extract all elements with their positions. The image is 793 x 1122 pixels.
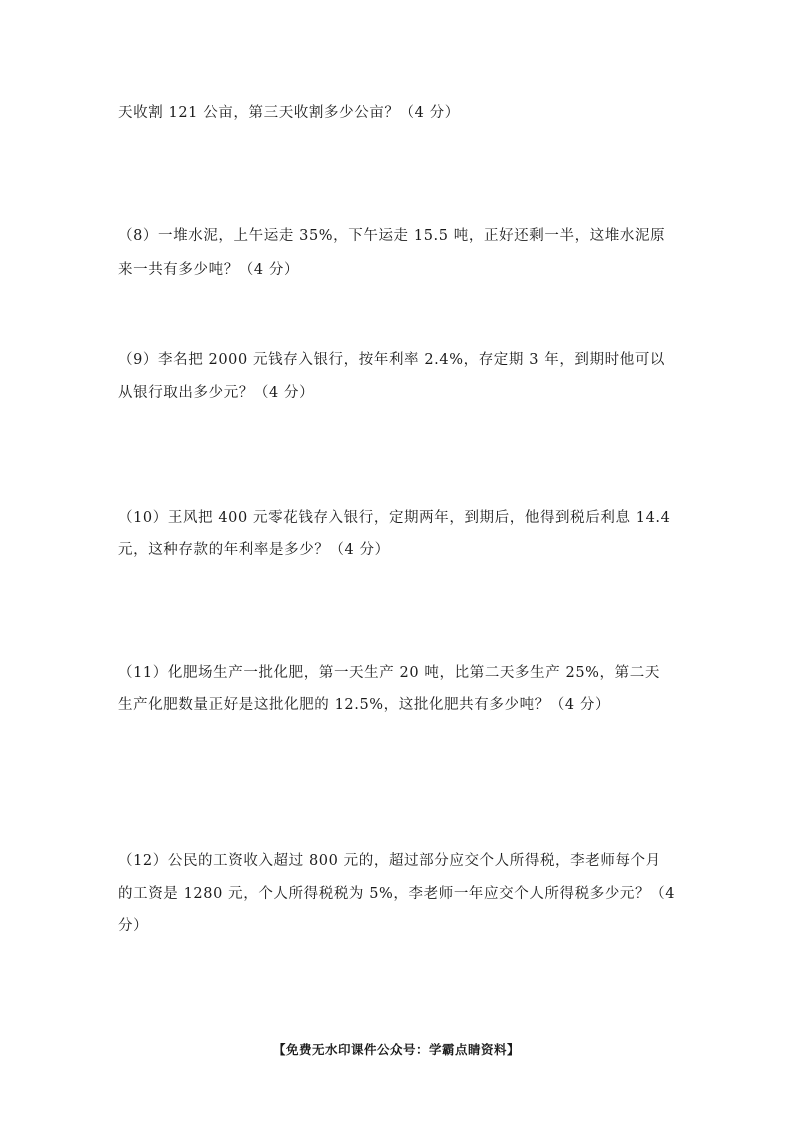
question-9-line-1: （9）李名把 2000 元钱存入银行，按年利率 2.4%，存定期 3 年，到期时他可以 <box>118 352 666 368</box>
question-10-line-2: 元，这种存款的年利率是多少？（4 分） <box>118 542 390 558</box>
question-8-line-1: （8）一堆水泥，上午运走 35%，下午运走 15.5 吨，正好还剩一半，这堆水泥原 <box>118 228 666 244</box>
question-11-line-1: （11）化肥场生产一批化肥，第一天生产 20 吨，比第二天多生产 25%，第二天 <box>118 665 660 681</box>
question-12-line-1: （12）公民的工资收入超过 800 元的，超过部分应交个人所得税，李老师每个月 <box>118 853 661 869</box>
question-12-line-3: 分） <box>118 918 149 934</box>
question-9-line-2: 从银行取出多少元？（4 分） <box>118 385 315 401</box>
question-12-line-2: 的工资是 1280 元，个人所得税税为 5%，李老师一年应交个人所得税多少元？（4 <box>118 886 676 902</box>
question-10-line-1: （10）王风把 400 元零花钱存入银行，定期两年，到期后，他得到税后利息 14.4 <box>118 510 671 526</box>
question-7-line-2: 天收割 121 公亩，第三天收割多少公亩？（4 分） <box>118 105 460 121</box>
question-8-line-2: 来一共有多少吨？（4 分） <box>118 262 300 278</box>
question-11-line-2: 生产化肥数量正好是这批化肥的 12.5%，这批化肥共有多少吨？（4 分） <box>118 697 611 713</box>
footer-note: 【免费无水印课件公众号：学霸点睛资料】 <box>272 1042 520 1057</box>
